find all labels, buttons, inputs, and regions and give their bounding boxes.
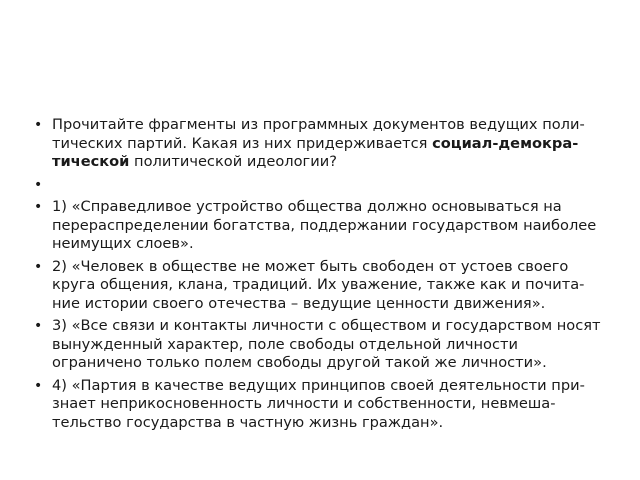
empty-bullet-item bbox=[34, 176, 606, 195]
bullet-list bbox=[34, 116, 606, 432]
question-item bbox=[34, 116, 606, 172]
option-item-4: • 4) «Партия в качестве ведущих принципов своей деятельности признает неприкосновенность личности и собственности, невмешательство государства в частную жизнь граждан». bbox=[34, 377, 606, 433]
option-item-1: • 1) «Справедливое устройство общества должно основываться на перераспределении богатства, поддержании государством наиболее неимущих слоев». bbox=[34, 198, 606, 254]
option-item-3: • 3) «Все связи и контакты личности с обществом и государством носят вынужденный характер, поле свободы отдельной личности ограничено только полем свободы другой такой же личности». bbox=[34, 317, 606, 373]
question-text-start: Прочитайте фрагменты из программных документов ведущих политических партий. Какая из них придерживается bbox=[52, 116, 585, 152]
question-text-bold: социал-демократической bbox=[52, 134, 579, 170]
question-text-end: политической идеологии? bbox=[129, 153, 337, 170]
slide-content bbox=[34, 116, 606, 436]
option-item-2: • 2) «Человек в обществе не может быть свободен от устоев своего круга общения, клана, традиций. Их уважение, также как и почитание истории своего отечества – ведущие ценности движения». bbox=[34, 258, 606, 314]
